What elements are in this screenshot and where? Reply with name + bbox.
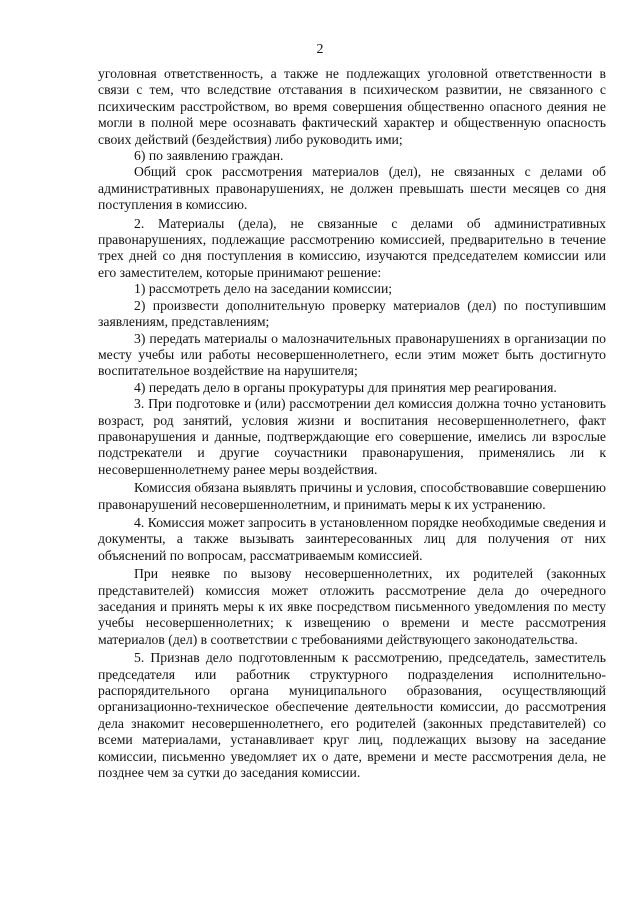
list-item-3: 3) передать материалы о малозначительных правонарушениях в организации по месту учебы или работы несовершеннолетнего, если этим может быть достигнуто воспитательное воздействие на нарушителя; (98, 330, 606, 379)
list-item-2: 2) произвести дополнительную проверку материалов (дел) по поступившим заявлениям, представлениям; (98, 297, 606, 330)
paragraph-commission-duty: Комиссия обязана выявлять причины и условия, способствовавшие совершению правонарушений несовершеннолетним, и принимать меры к их устранению. (98, 480, 606, 512)
paragraph-section-3: 3. При подготовке и (или) рассмотрении дел комиссия должна точно установить возраст, род занятий, условия жизни и воспитания несовершеннолетнего, факт правонарушения и данные, подтверждающие его совершение, имелись ли взрослые подстрекатели и другие соучастники правонарушения, применялись ли к несовершеннолетнему ранее меры воздействия. (98, 396, 606, 477)
paragraph-non-appearance: При неявке по вызову несовершеннолетних, их родителей (законных представителей) комиссия может отложить рассмотрение дела до очередного заседания и принять меры к их явке посредством письменного уведомления по месту учебы несовершеннолетних; к извещению о времени и месте рассмотрения материалов (дел) в соответствии с требованиями действующего законодательства. (98, 566, 606, 647)
paragraph-section-2: 2. Материалы (дела), не связанные с делами об административных правонарушениях, подлежащие рассмотрению комиссией, предварительно в течение трех дней со дня поступления в комиссию, изучаются председателем комиссии или его заместителем, которые принимают решение: (98, 215, 606, 280)
page-number: 2 (316, 42, 324, 57)
list-item-1: 1) рассмотреть дело на заседании комиссии; (134, 281, 393, 297)
paragraph-section-5: 5. Признав дело подготовленным к рассмотрению, председатель, заместитель председателя или работник структурного подразделения исполнительно-распорядительного органа муниципального образования, осуществляющий организационно-техническое обеспечение деятельности комиссии, до рассмотрения дела знакомит несовершеннолетнего, его родителей (законных представителей) со всеми материалами, устанавливает круг лиц, подлежащих вызову на заседание комиссии, письменно уведомляет их о дате, времени и месте рассмотрения дела, не позднее чем за сутки до заседания комиссии. (98, 650, 606, 781)
paragraph-section-4: 4. Комиссия может запросить в установленном порядке необходимые сведения и документы, а также вызывать заинтересованных лиц для получения от них объяснений по вопросам, рассматриваемым комиссией. (98, 514, 606, 563)
list-item-6: 6) по заявлению граждан. (134, 148, 284, 164)
document-body (98, 66, 606, 781)
paragraph-general-term: Общий срок рассмотрения материалов (дел), не связанных с делами об административных правонарушениях, не должен превышать шести месяцев со дня поступления в комиссию. (98, 164, 606, 213)
paragraph-continuation: уголовная ответственность, а также не подлежащих уголовной ответственности в связи с тем, что вследствие отставания в психическом развитии, не связанного с психическим расстройством, во время совершения общественно опасного деяния не могли в полной мере осознавать фактический характер и общественную опасность своих действий (бездействия) либо руководить ими; (98, 66, 606, 147)
list-item-4: 4) передать дело в органы прокуратуры для принятия мер реагирования. (134, 379, 557, 395)
